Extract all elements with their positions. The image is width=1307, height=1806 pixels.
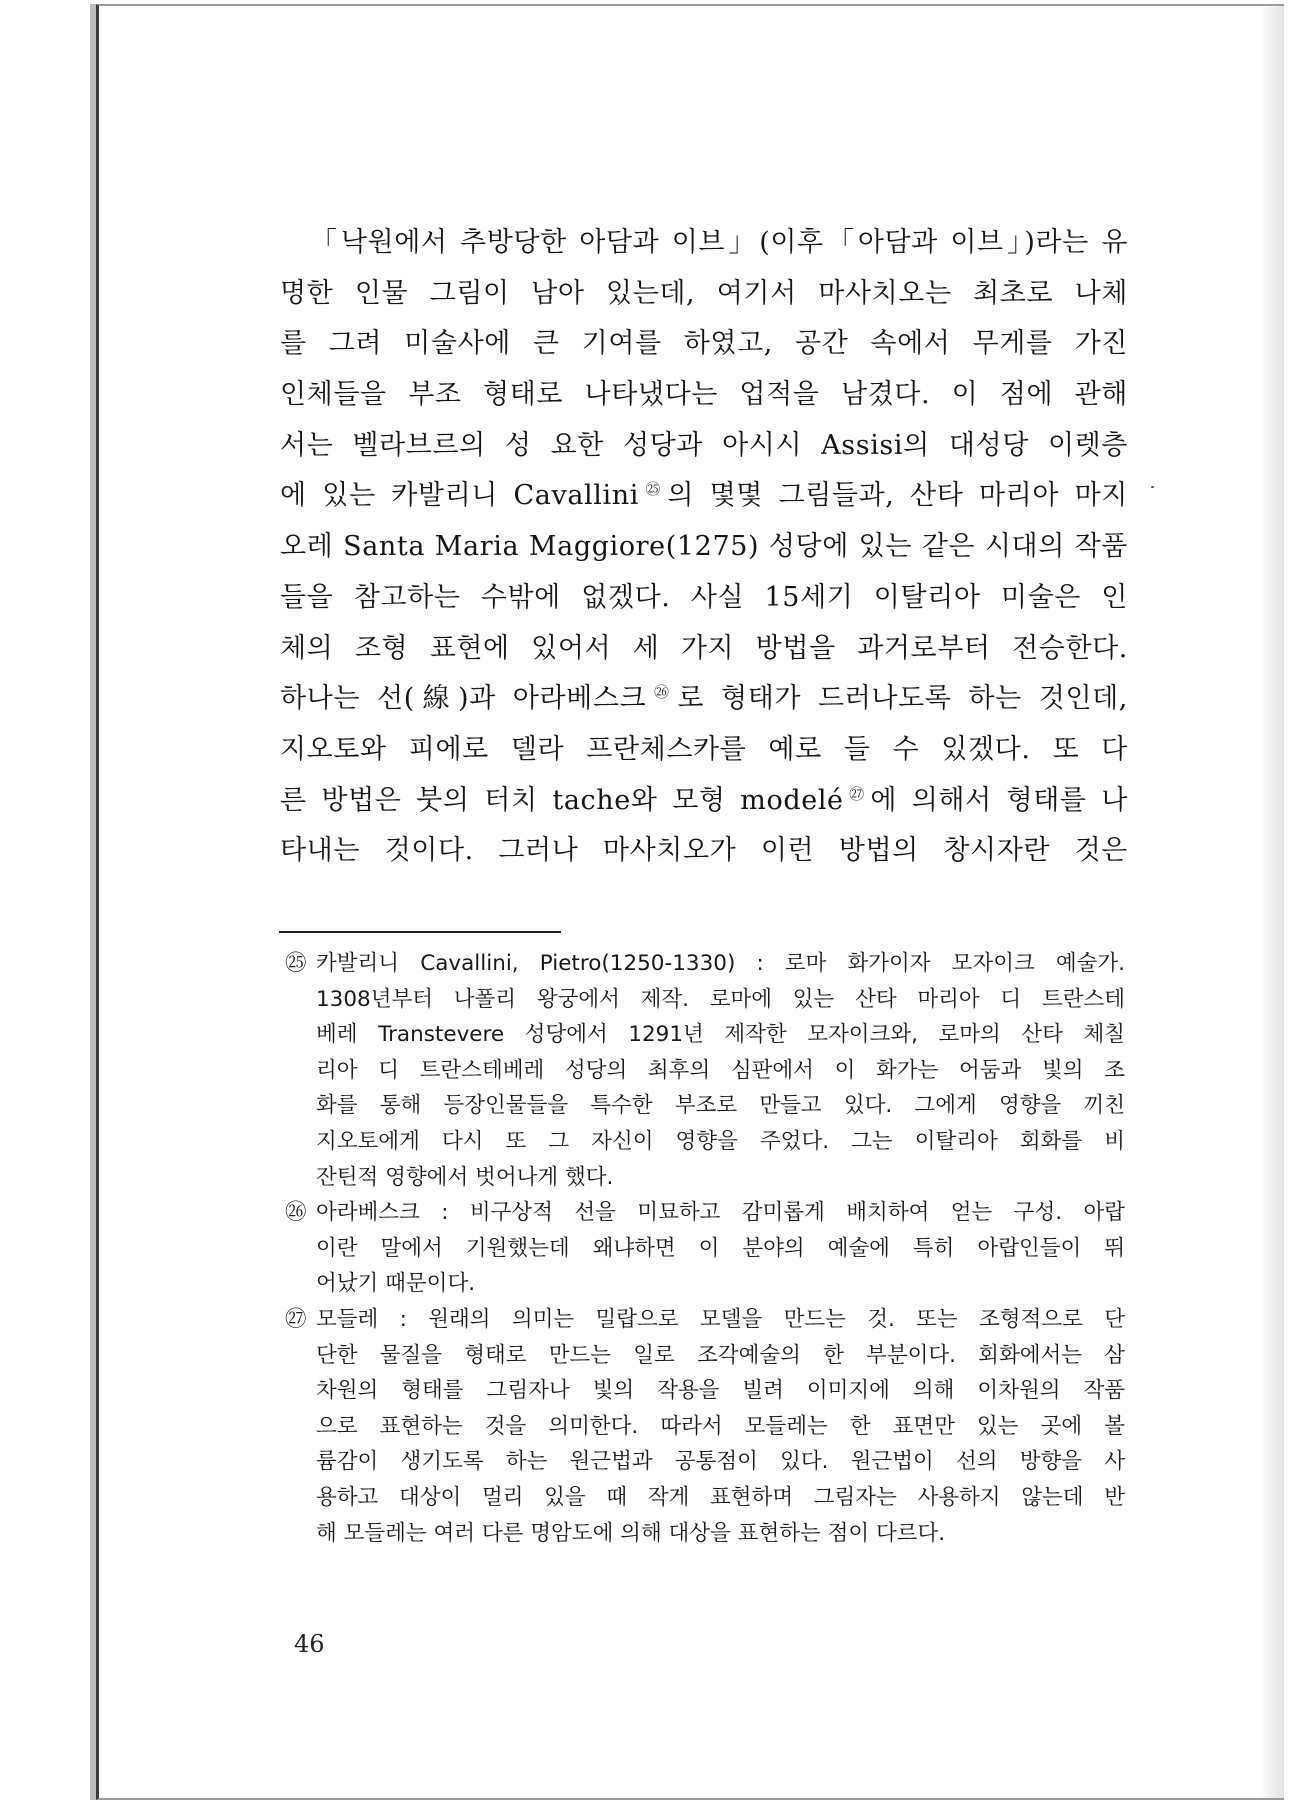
footnote-line: 단한 물질을 형태로 만드는 일로 조각예술의 한 부분이다. 회화에서는 삼 — [316, 1342, 1125, 1368]
body-line — [280, 776, 1128, 827]
body-line: 체의 조형 표현에 있어서 세 가지 방법을 과거로부터 전승한다. — [280, 632, 1128, 664]
footnote-line: 지오토에게 다시 또 그 자신이 영향을 주었다. 그는 이탈리아 회화를 비 — [316, 1128, 1125, 1154]
body-line-text: 로 형태가 드러나도록 하는 것인데, — [677, 683, 1128, 715]
footnote-number: ㉗ — [285, 1306, 307, 1332]
body-line-text: 의 몇몇 그림들과, 산타 마리아 마지 — [667, 480, 1128, 512]
footnote-line: 륨감이 생기도록 하는 원근법과 공통점이 있다. 원근법이 선의 방향을 사 — [316, 1449, 1125, 1475]
footnotes-section — [285, 946, 1125, 1551]
body-line: 서는 벨라브르의 성 요한 성당과 아시시 Assisi의 대성당 이렛층 — [280, 429, 1128, 461]
body-line-text: 하나는 선(線)과 아라베스크 — [280, 683, 647, 715]
main-body-text — [280, 218, 1128, 877]
body-line-text: 른 방법은 붓의 터치 tache와 모형 modelé — [280, 784, 844, 816]
body-line: 인체들을 부조 형태로 나타냈다는 업적을 남겼다. 이 점에 관해 — [280, 379, 1128, 411]
footnote-line: 모들레 : 원래의 의미는 밀랍으로 모델을 만드는 것. 또는 조형적으로 단 — [316, 1306, 1125, 1332]
body-line-text: 에 있는 카발리니 Cavallini — [280, 480, 639, 512]
body-line: 지오토와 피에로 델라 프란체스카를 예로 들 수 있겠다. 또 다 — [280, 733, 1128, 765]
footnote-line: 잔틴적 영향에서 벗어나게 했다. — [316, 1164, 614, 1190]
footnote-25 — [285, 946, 1125, 1195]
footnote-reference-26[interactable]: ㉖ — [646, 683, 678, 702]
footnote-26 — [285, 1195, 1125, 1302]
body-line-text: 에 의해서 형태를 나 — [870, 784, 1128, 816]
body-line: 타내는 것이다. 그러나 마사치오가 이런 방법의 창시자란 것은 — [280, 835, 1128, 867]
footnote-reference-27[interactable]: ㉗ — [843, 784, 871, 803]
body-line: 오레 Santa Maria Maggiore(1275) 성당에 있는 같은 시대의 작품 — [280, 531, 1128, 563]
footnote-27 — [285, 1302, 1125, 1551]
body-line: 를 그려 미술사에 큰 기여를 하였고, 공간 속에서 무게를 가진 — [280, 328, 1128, 360]
footnote-line: 베레 Transtevere 성당에서 1291년 제작한 모자이크와, 로마의 산타 체칠 — [316, 1022, 1125, 1048]
body-line — [280, 674, 1128, 725]
footnote-line: 용하고 대상이 멀리 있을 때 작게 표현하며 그림자는 사용하지 않는데 반 — [316, 1484, 1125, 1510]
page-number: 46 — [294, 1630, 325, 1658]
body-line: 「낙원에서 추방당한 아담과 이브」(이후「아담과 이브」)라는 유 — [310, 227, 1128, 258]
footnote-line: 차원의 형태를 그림자나 빛의 작용을 빌려 이미지에 의해 이차원의 작품 — [316, 1378, 1125, 1404]
footnote-line: 해 모들레는 여러 다른 명암도에 의해 대상을 표현하는 점이 다르다. — [316, 1520, 946, 1546]
footnote-number: ㉖ — [285, 1200, 307, 1226]
body-line: 들을 참고하는 수밖에 없겠다. 사실 15세기 이탈리아 미술은 인 — [280, 581, 1128, 613]
body-line: 명한 인물 그림이 남아 있는데, 여기서 마사치오는 최초로 나체 — [280, 277, 1128, 309]
footnote-reference-25[interactable]: ㉕ — [638, 480, 668, 499]
body-line — [280, 471, 1128, 522]
footnote-separator-rule — [279, 931, 561, 933]
footnote-line: 아라베스크 : 비구상적 선을 미묘하고 감미롭게 배치하여 얻는 구성. 아랍 — [316, 1200, 1125, 1226]
footnote-number: ㉕ — [285, 951, 307, 976]
footnote-line: 카발리니 Cavallini, Pietro(1250-1330) : 로마 화가이자 모자이크 예술가. — [316, 951, 1125, 976]
footnote-line: 1308년부터 나폴리 왕궁에서 제작. 로마에 있는 산타 마리아 디 트란스테 — [316, 986, 1125, 1012]
footnote-line: 이란 말에서 기원했는데 왜냐하면 이 분야의 예술에 특히 아랍인들이 뛰 — [316, 1235, 1125, 1261]
footnote-line: 화를 통해 등장인물들을 특수한 부조로 만들고 있다. 그에게 영향을 끼친 — [316, 1093, 1125, 1119]
scan-speck — [1151, 486, 1154, 488]
footnote-line: 어났기 때문이다. — [316, 1271, 476, 1297]
footnote-line: 으로 표현하는 것을 의미한다. 따라서 모들레는 한 표면만 있는 곳에 볼 — [316, 1413, 1125, 1439]
footnote-line: 리아 디 트란스테베레 성당의 최후의 심판에서 이 화가는 어둠과 빛의 조 — [316, 1057, 1125, 1083]
page-edge-shadow — [1260, 6, 1284, 1798]
